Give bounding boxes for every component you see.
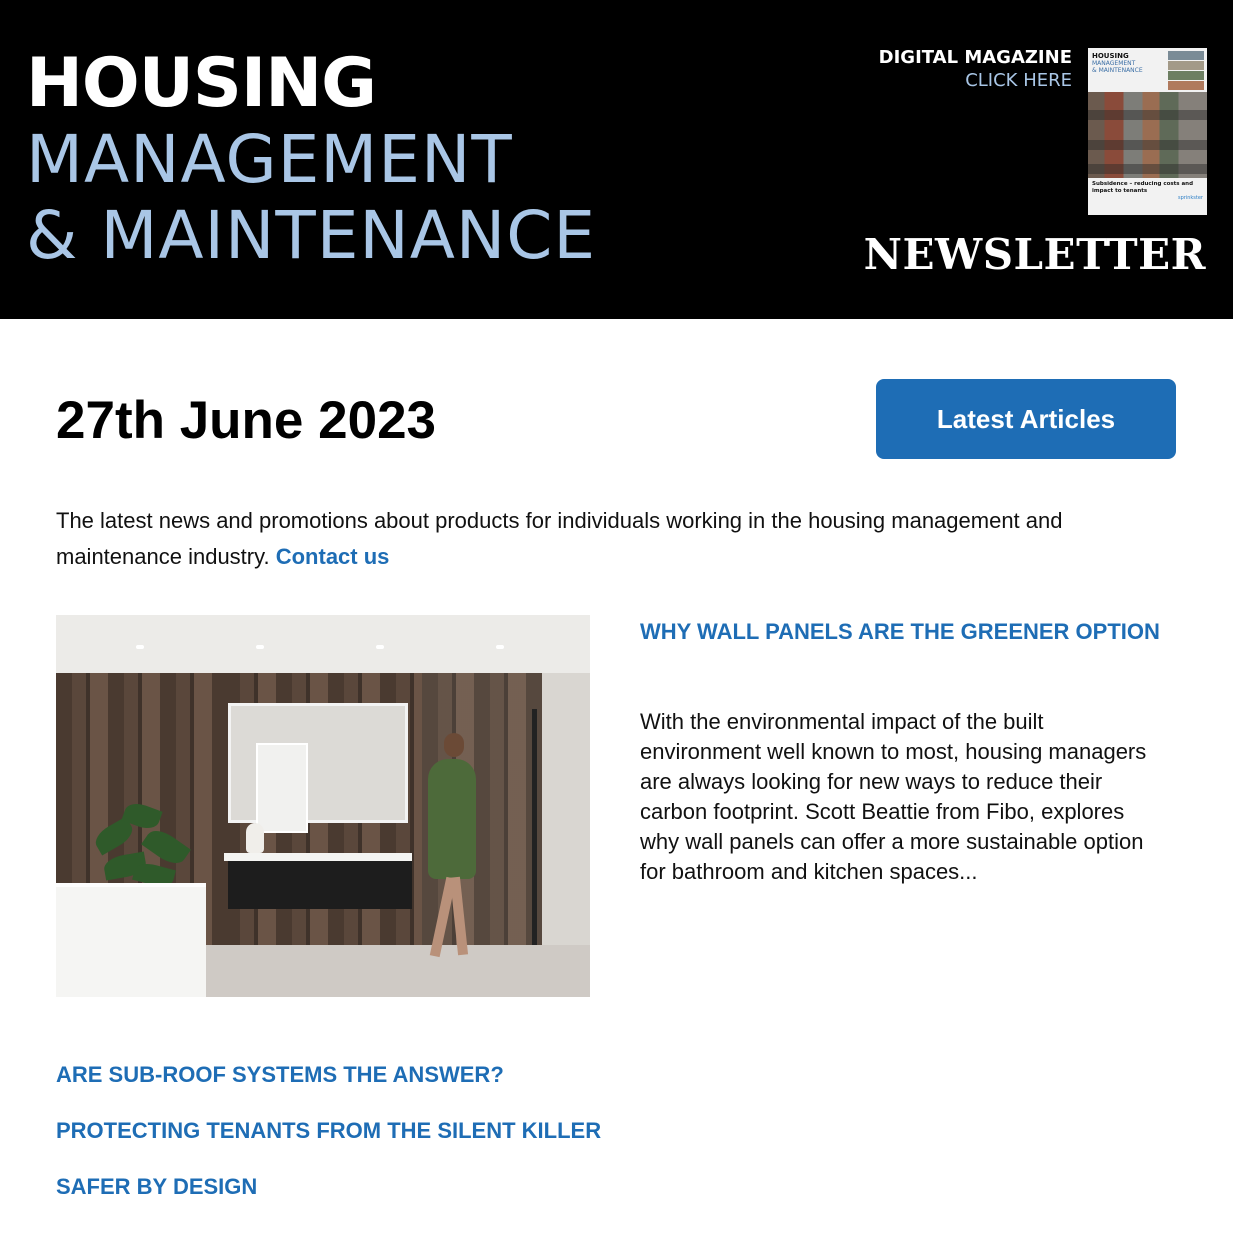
digital-magazine-cta[interactable]: CLICK HERE <box>965 70 1072 91</box>
latest-articles-button[interactable]: Latest Articles <box>876 379 1176 459</box>
article-link-safer-by-design[interactable]: SAFER BY DESIGN <box>56 1174 258 1199</box>
cover-aerial-photo <box>1088 92 1207 178</box>
digital-magazine-title: DIGITAL MAGAZINE <box>878 47 1072 68</box>
feature-article-summary: With the environmental impact of the built environment well known to most, housing managers are always looking for new ways to reduce their carbon footprint. Scott Beattie from Fibo, explores why wall panels can offer a more sustainable option for bathroom and kitchen spaces... <box>640 709 1147 884</box>
newsletter-label: NEWSLETTER <box>863 230 1206 279</box>
cover-sponsor-logo: sprinkster <box>1178 195 1203 201</box>
magazine-cover-thumbnail[interactable] <box>1088 48 1207 215</box>
cover-title-maintenance: & MAINTENANCE <box>1092 67 1143 74</box>
cover-title-management: MANAGEMENT <box>1092 60 1136 67</box>
cover-masthead <box>1092 52 1162 74</box>
header <box>0 0 1233 319</box>
more-articles-list <box>56 1058 601 1226</box>
article-link-sub-roof[interactable]: ARE SUB-ROOF SYSTEMS THE ANSWER? <box>56 1062 504 1087</box>
contact-us-link[interactable]: Contact us <box>275 544 390 569</box>
feature-image[interactable] <box>56 615 590 997</box>
intro-description: The latest news and promotions about products for individuals working in the housing management and maintenance industry. <box>56 508 1063 569</box>
digital-magazine-link[interactable] <box>879 47 1072 93</box>
cover-title-housing: HOUSING <box>1092 52 1129 60</box>
intro-text <box>56 503 1176 575</box>
brand-line-maintenance: & MAINTENANCE <box>26 197 597 274</box>
feature-article-title[interactable]: WHY WALL PANELS ARE THE GREENER OPTION <box>640 619 1160 644</box>
person-figure <box>424 733 480 959</box>
brand-line-management: MANAGEMENT <box>26 121 513 198</box>
brand-line-housing: HOUSING <box>26 44 376 123</box>
brand-logo[interactable] <box>26 44 597 274</box>
cover-headline: Subsidence – reducing costs and impact to tenants <box>1092 181 1194 194</box>
issue-date: 27th June 2023 <box>56 391 437 450</box>
cover-thumbnail-strip <box>1168 51 1204 91</box>
cover-footer <box>1092 181 1203 201</box>
article-link-silent-killer[interactable]: PROTECTING TENANTS FROM THE SILENT KILLER <box>56 1118 602 1143</box>
